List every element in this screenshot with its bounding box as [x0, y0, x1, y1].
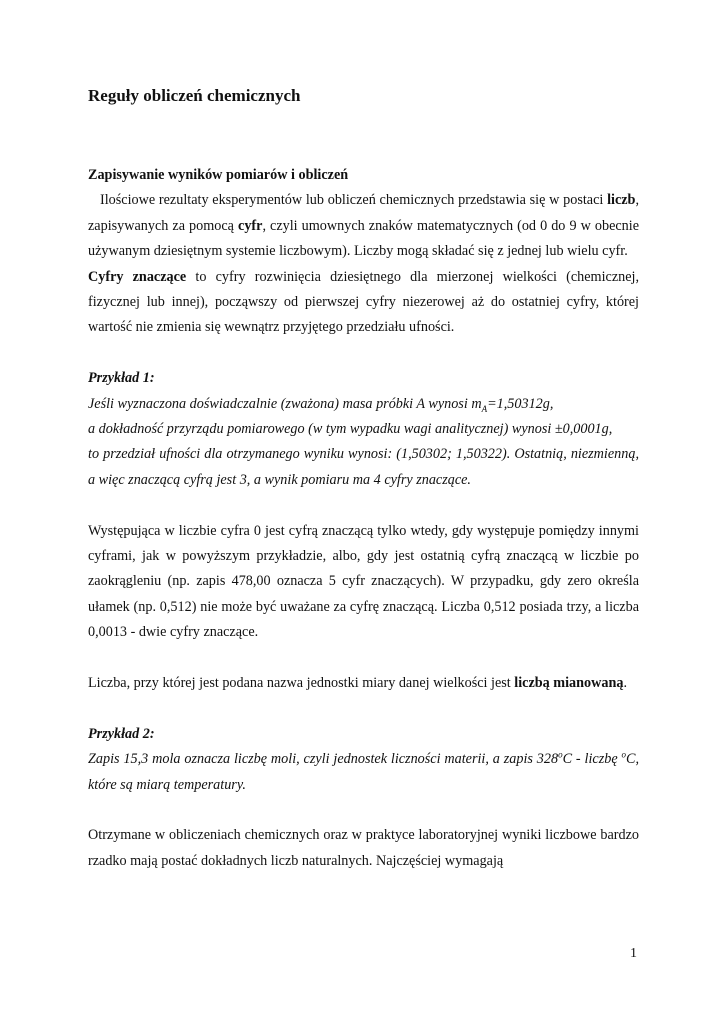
example2-text — [88, 747, 639, 798]
document-body — [88, 163, 639, 874]
page-number: 1 — [630, 946, 637, 961]
bold-term-liczb: liczb — [607, 192, 636, 209]
superscript: o — [621, 749, 626, 760]
spacer — [88, 341, 639, 366]
example2-label: Przykład 2: — [88, 725, 155, 742]
paragraph-intro — [88, 188, 639, 264]
text-run: Zapis 15,3 mola oznacza liczbę moli, czyli jednostek liczności materii, a zapis 328 — [88, 751, 559, 768]
superscript: o — [558, 749, 563, 760]
example1-line3: to przedział ufności dla otrzymanego wyniku wynosi: (1,50302; 1,50322). Ostatnią, niezmienną, a więc znaczącą cyfrą jest 3, a wynik pomiaru ma 4 cyfry znaczące. — [88, 446, 639, 488]
text-run: , zapisywanych za pomocą — [88, 192, 639, 234]
spacer — [88, 696, 639, 721]
document-title: Reguły obliczeń chemicznych — [88, 86, 301, 105]
section-heading: Zapisywanie wyników pomiarów i obliczeń — [88, 167, 349, 183]
paragraph-named-number — [88, 671, 639, 696]
spacer — [88, 646, 639, 671]
bold-term-liczba-mianowana: liczbą mianowaną — [514, 675, 624, 692]
paragraph-zero-digit: Występująca w liczbie cyfra 0 jest cyfrą znaczącą tylko wtedy, gdy występuje pomiędzy innymi cyframi, jak w powyższym przykładzie, albo, gdy jest ostatnią cyfrą znaczącą w liczbie po zaokrągleniu (np. zapis 478,00 oznacza 5 cyfr znaczących). W przypadku, gdy zero określa ułamek (np. 0,512) nie może być uważane za cyfrę znaczącą. Liczba 0,512 posiada trzy, a liczba 0,0013 - dwie cyfry znaczące. — [88, 522, 639, 641]
example1-line1 — [88, 392, 639, 417]
subscript: A — [481, 403, 488, 414]
text-run: C, które są miarą temperatury. — [88, 751, 640, 793]
bold-term-cyfr: cyfr — [238, 217, 263, 234]
text-run: , czyli umownych znaków matematycznych (od 0 do 9 w obecnie używanym dziesiętnym systemie liczbowym). Liczby mogą składać się z jednej lub wielu cyfr. — [88, 217, 640, 260]
paragraph-results: Otrzymane w obliczeniach chemicznych oraz w praktyce laboratoryjnej wyniki liczbowe bardzo rzadko mają postać dokładnych liczb naturalnych. Najczęściej wymagają — [88, 827, 639, 869]
text-run: . — [623, 675, 627, 692]
example1-line2: a dokładność przyrządu pomiarowego (w tym wypadku wagi analitycznej) wynosi ±0,0001g, — [88, 421, 613, 438]
paragraph-significant-digits — [88, 265, 639, 341]
spacer — [88, 493, 639, 518]
example1-label: Przykład 1: — [88, 370, 155, 387]
text-run: C - liczbę — [562, 751, 622, 768]
text-run: =1,50312g, — [487, 395, 554, 412]
bold-term-cyfry-znaczace: Cyfry znaczące — [88, 268, 187, 285]
text-run: Jeśli wyznaczona doświadczalnie (zważona) masa próbki A wynosi m — [88, 395, 482, 412]
spacer — [88, 798, 639, 823]
text-run: to cyfry rozwinięcia dziesiętnego dla mierzonej wielkości (chemicznej, fizycznej lub innej), począwszy od pierwszej cyfry niezerowej aż do ostatniej cyfry, której wartość nie zmienia się wewnątrz przyjętego przedziału ufności. — [88, 268, 639, 336]
text-run: Ilościowe rezultaty eksperymentów lub obliczeń chemicznych przedstawia się w postaci — [100, 192, 608, 209]
text-run: Liczba, przy której jest podana nazwa jednostki miary danej wielkości jest — [88, 675, 515, 692]
